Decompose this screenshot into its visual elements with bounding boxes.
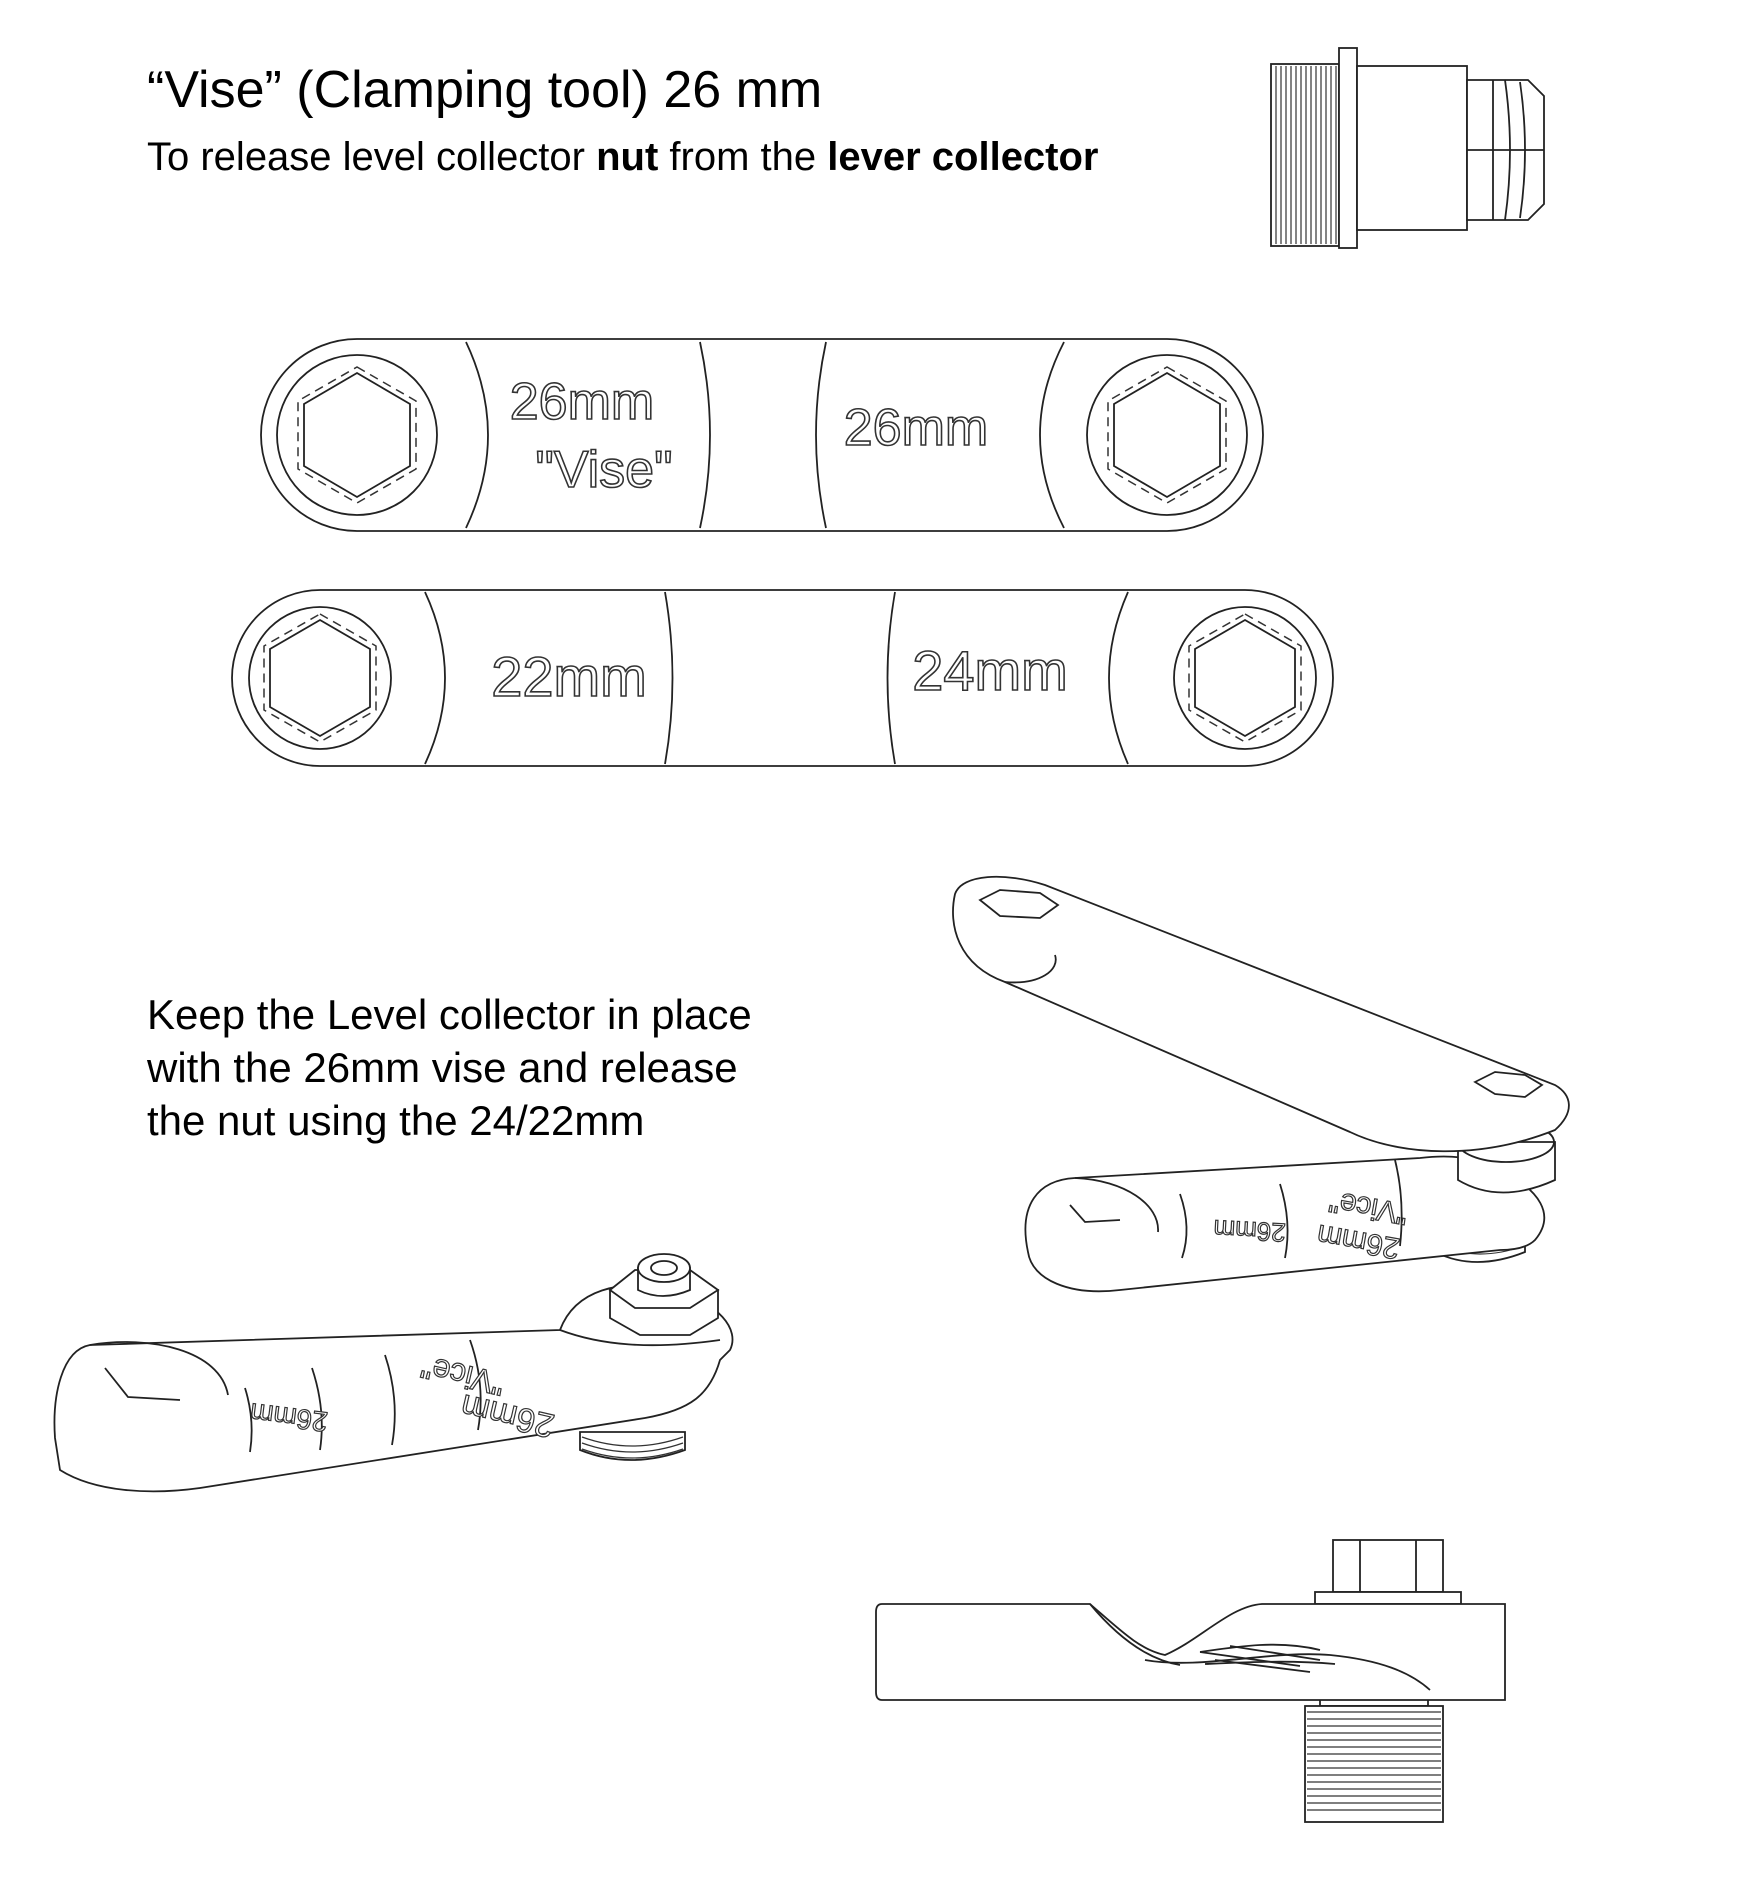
subtitle-bold-nut: nut <box>596 135 659 179</box>
wrench-left-size-label: 22mm <box>491 645 647 708</box>
subtitle-part-3: from the <box>658 135 828 179</box>
vise-right-size-label: 26mm <box>843 399 989 457</box>
page-title: “Vise” (Clamping tool) 26 mm <box>147 61 823 119</box>
assembly-perspective-right <box>953 877 1569 1291</box>
instruction-text: Keep the Level collector in place with the 26mm vise and release the nut using the 24/22mm <box>147 991 752 1144</box>
assembly-side-view <box>876 1540 1505 1822</box>
vise-left-name-label: "Vise" <box>535 441 673 499</box>
vise-left-size-label: 26mm <box>509 373 655 431</box>
assembly-right-front-size-label: 26mm <box>1314 1217 1403 1265</box>
wrench-right-size-label: 24mm <box>912 639 1068 702</box>
subtitle-bold-lever-collector: lever collector <box>827 135 1099 179</box>
assembly-left-vice-label: "Vice" <box>417 1348 508 1403</box>
assembly-perspective-left <box>54 1254 732 1491</box>
wrench-tool-top-view <box>232 590 1333 766</box>
assembly-right-back-size-label: 26mm <box>1212 1214 1287 1248</box>
assembly-left-front-size-label: 26mm <box>457 1386 558 1445</box>
assembly-left-back-size-label: 26mm <box>248 1397 330 1438</box>
collector-side-view <box>1271 48 1544 248</box>
assembly-right-vice-label: "Vice" <box>1326 1184 1411 1231</box>
vise-tool-top-view <box>261 339 1263 531</box>
subtitle-part-1: To release level collector <box>147 135 597 179</box>
